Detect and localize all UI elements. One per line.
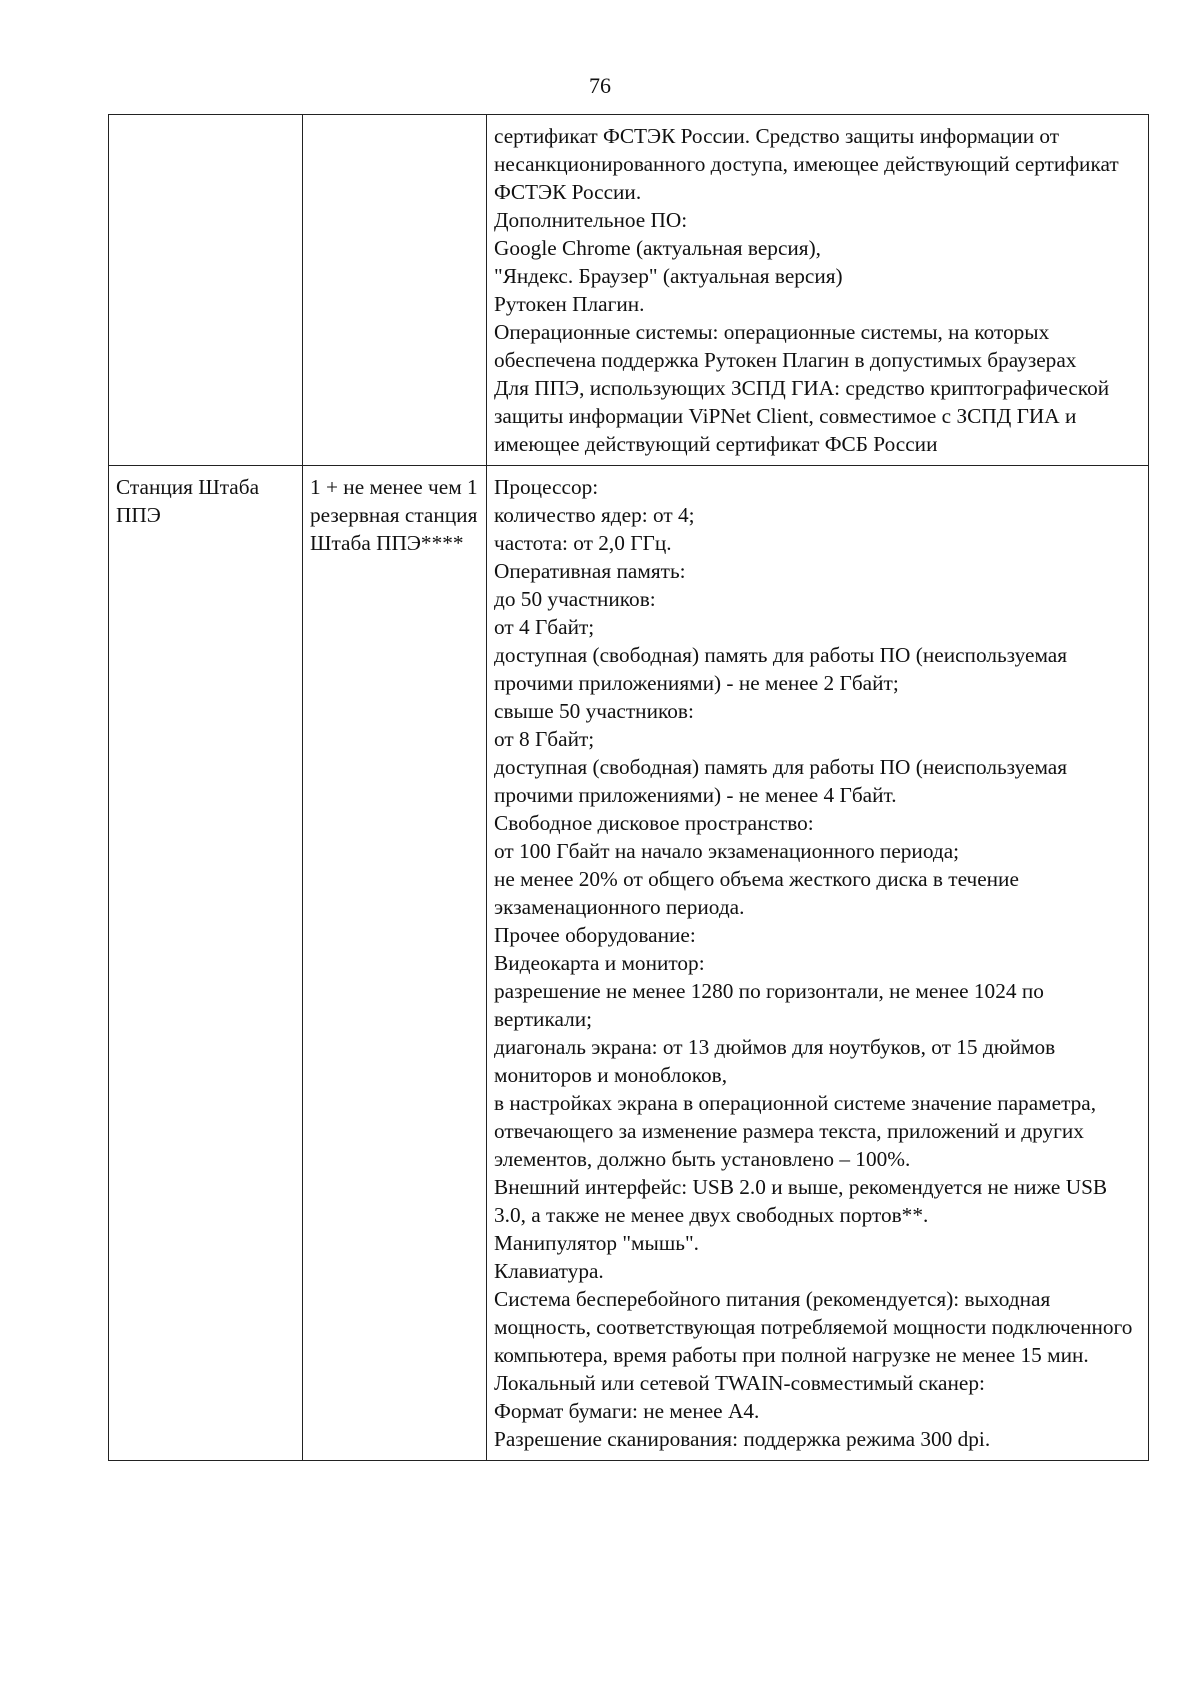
requirement-line: Система бесперебойного питания (рекомендуется): выходная мощность, соответствующая потребляемой мощности подключенного компьютера, время работы при полной нагрузке не менее 15 мин. bbox=[494, 1287, 1133, 1367]
requirement-line: Внешний интерфейс: USB 2.0 и выше, рекомендуется не ниже USB 3.0, а также не менее двух свободных портов**. bbox=[494, 1175, 1108, 1227]
requirement-line: от 100 Гбайт на начало экзаменационного периода; bbox=[494, 839, 960, 863]
quantity-cell bbox=[303, 466, 487, 1461]
requirement-line: свыше 50 участников: bbox=[494, 699, 694, 723]
requirement-line: Свободное дисковое пространство: bbox=[494, 811, 814, 835]
requirement-line: Оперативная память: bbox=[494, 559, 686, 583]
requirement-line: разрешение не менее 1280 по горизонтали, не менее 1024 по вертикали; bbox=[494, 979, 1044, 1031]
quantity-cell bbox=[303, 115, 487, 466]
requirement-line: Видеокарта и монитор: bbox=[494, 951, 705, 975]
requirement-line: Формат бумаги: не менее А4. bbox=[494, 1399, 760, 1423]
table-row bbox=[109, 115, 1149, 466]
requirement-line: Манипулятор "мышь". bbox=[494, 1231, 699, 1255]
requirement-line: Google Chrome (актуальная версия), bbox=[494, 236, 822, 260]
station-name-cell bbox=[109, 466, 303, 1461]
table-row bbox=[109, 466, 1149, 1461]
requirement-line: доступная (свободная) память для работы ПО (неиспользуемая прочими приложениями) - не менее 4 Гбайт. bbox=[494, 755, 1068, 807]
requirement-line: в настройках экрана в операционной системе значение параметра, отвечающего за изменение размера текста, приложений и других элементов, должно быть установлено – 100%. bbox=[494, 1091, 1097, 1171]
requirement-line: Для ППЭ, использующих ЗСПД ГИА: средство криптографической защиты информации ViPNet Client, совместимое с ЗСПД ГИА и имеющее действующий сертификат ФСБ России bbox=[494, 376, 1110, 456]
requirements-cell bbox=[487, 466, 1149, 1461]
requirement-line: диагональ экрана: от 13 дюймов для ноутбуков, от 15 дюймов мониторов и моноблоков, bbox=[494, 1035, 1056, 1087]
requirement-line: частота: от 2,0 ГГц. bbox=[494, 531, 672, 555]
requirement-line: Дополнительное ПО: bbox=[494, 208, 688, 232]
requirement-line: Процессор: bbox=[494, 475, 599, 499]
requirement-line: Прочее оборудование: bbox=[494, 923, 696, 947]
requirement-line: Рутокен Плагин. bbox=[494, 292, 645, 316]
station-name-cell bbox=[109, 115, 303, 466]
requirement-line: от 4 Гбайт; bbox=[494, 615, 595, 639]
requirement-line: "Яндекс. Браузер" (актуальная версия) bbox=[494, 264, 843, 288]
requirement-line: сертификат ФСТЭК России. Средство защиты информации от несанкционированного доступа, имеющее действующий сертификат ФСТЭК России. bbox=[494, 124, 1119, 204]
requirement-line: Операционные системы: операционные системы, на которых обеспечена поддержка Рутокен Плагин в допустимых браузерах bbox=[494, 320, 1077, 372]
requirement-line: Локальный или сетевой TWAIN-совместимый сканер: bbox=[494, 1371, 985, 1395]
requirement-line: доступная (свободная) память для работы ПО (неиспользуемая прочими приложениями) - не менее 2 Гбайт; bbox=[494, 643, 1068, 695]
requirement-line: до 50 участников: bbox=[494, 587, 656, 611]
requirement-line: Разрешение сканирования: поддержка режима 300 dpi. bbox=[494, 1427, 991, 1451]
requirement-line: количество ядер: от 4; bbox=[494, 503, 695, 527]
page-number: 76 bbox=[589, 73, 611, 98]
requirements-table bbox=[108, 114, 1149, 1461]
requirement-line: не менее 20% от общего объема жесткого диска в течение экзаменационного периода. bbox=[494, 867, 1019, 919]
requirement-line: Клавиатура. bbox=[494, 1259, 604, 1283]
station-quantity: 1 + не менее чем 1 резервная станция Штаба ППЭ**** bbox=[310, 475, 478, 555]
requirements-cell bbox=[487, 115, 1149, 466]
station-name: Станция Штаба ППЭ bbox=[116, 475, 260, 527]
requirement-line: от 8 Гбайт; bbox=[494, 727, 595, 751]
